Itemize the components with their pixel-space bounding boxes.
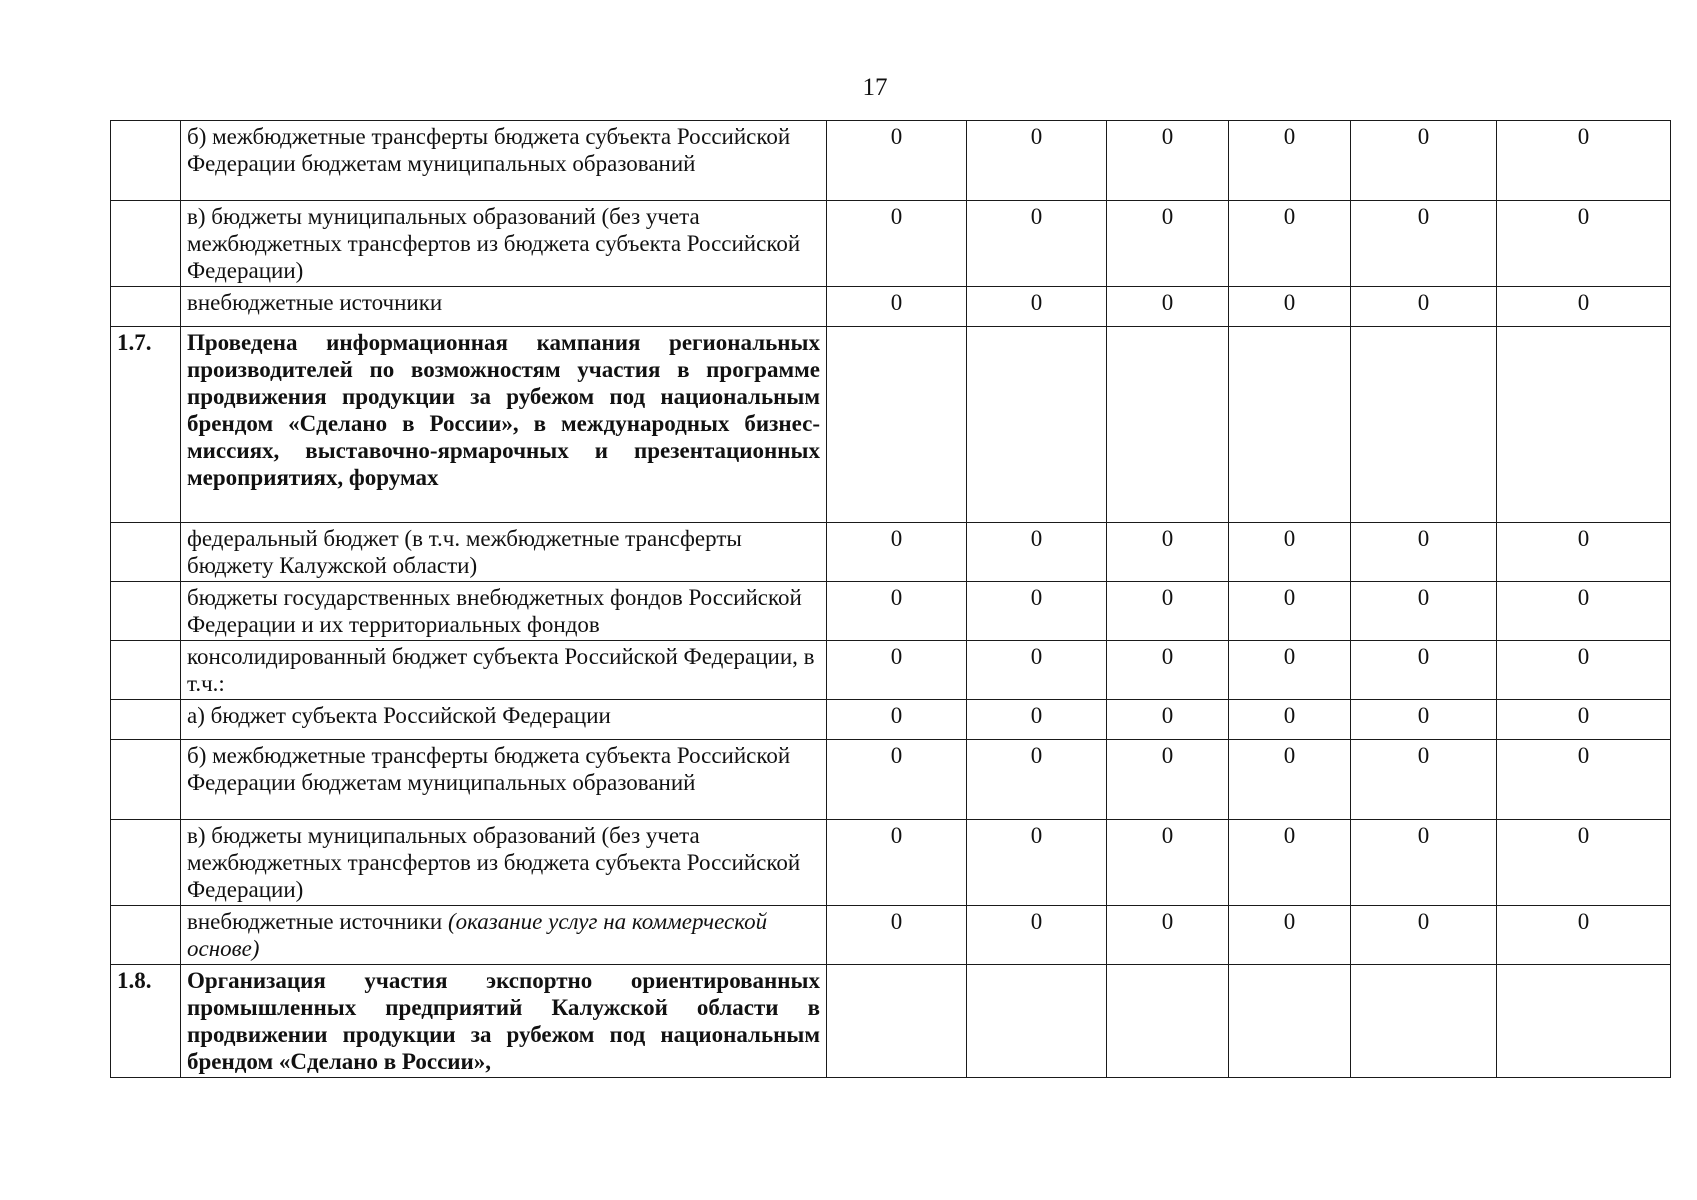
funding-source-row bbox=[111, 582, 1671, 641]
value-cell: 0 bbox=[1107, 906, 1229, 965]
item-number bbox=[111, 906, 181, 965]
value-cell: 0 bbox=[827, 523, 967, 582]
value-cell: 0 bbox=[1351, 287, 1497, 327]
label-text: федеральный бюджет (в т.ч. межбюджетные трансферты бюджету Калужской области) bbox=[187, 526, 742, 578]
value-cell bbox=[967, 965, 1107, 1078]
label-text: внебюджетные источники bbox=[187, 909, 448, 934]
value-cell bbox=[1351, 327, 1497, 523]
label-text: а) бюджет субъекта Российской Федерации bbox=[187, 703, 611, 728]
value-cell: 0 bbox=[1351, 740, 1497, 820]
funding-source-label bbox=[181, 700, 827, 740]
funding-source-label bbox=[181, 906, 827, 965]
value-cell: 0 bbox=[1497, 641, 1671, 700]
item-number: 1.7. bbox=[111, 327, 181, 523]
funding-source-label bbox=[181, 523, 827, 582]
funding-table bbox=[110, 120, 1671, 1078]
value-cell bbox=[1497, 965, 1671, 1078]
value-cell: 0 bbox=[1497, 201, 1671, 287]
item-number bbox=[111, 820, 181, 906]
item-number: 1.8. bbox=[111, 965, 181, 1078]
funding-source-row bbox=[111, 201, 1671, 287]
value-cell: 0 bbox=[827, 740, 967, 820]
value-cell: 0 bbox=[1229, 121, 1351, 201]
value-cell: 0 bbox=[1229, 201, 1351, 287]
funding-source-label bbox=[181, 121, 827, 201]
value-cell bbox=[1351, 965, 1497, 1078]
value-cell: 0 bbox=[827, 582, 967, 641]
value-cell bbox=[1107, 327, 1229, 523]
value-cell: 0 bbox=[827, 201, 967, 287]
value-cell: 0 bbox=[1497, 906, 1671, 965]
funding-source-label bbox=[181, 820, 827, 906]
value-cell: 0 bbox=[1229, 582, 1351, 641]
value-cell bbox=[1229, 327, 1351, 523]
value-cell: 0 bbox=[1229, 523, 1351, 582]
value-cell: 0 bbox=[1351, 700, 1497, 740]
value-cell: 0 bbox=[827, 820, 967, 906]
item-number bbox=[111, 287, 181, 327]
value-cell: 0 bbox=[1107, 820, 1229, 906]
label-text: консолидированный бюджет субъекта Российской Федерации, в т.ч.: bbox=[187, 644, 815, 696]
value-cell: 0 bbox=[1229, 906, 1351, 965]
funding-source-row bbox=[111, 523, 1671, 582]
item-number bbox=[111, 700, 181, 740]
value-cell bbox=[967, 327, 1107, 523]
item-number bbox=[111, 201, 181, 287]
value-cell: 0 bbox=[967, 121, 1107, 201]
value-cell: 0 bbox=[1351, 582, 1497, 641]
funding-source-row bbox=[111, 121, 1671, 201]
value-cell: 0 bbox=[1497, 287, 1671, 327]
label-note: (оказание услуг на коммерческой основе) bbox=[187, 909, 768, 961]
value-cell: 0 bbox=[1229, 287, 1351, 327]
funding-source-row bbox=[111, 906, 1671, 965]
section-heading bbox=[181, 965, 827, 1078]
value-cell: 0 bbox=[967, 582, 1107, 641]
item-number bbox=[111, 582, 181, 641]
label-text: Проведена информационная кампания региональных производителей по возможностям участия в программе продвижения продукции за рубежом под национальным брендом «Сделано в России», в международных бизнес-миссиях, выставочно-ярмарочных и презентационных мероприятиях, форумах bbox=[187, 330, 820, 490]
value-cell: 0 bbox=[827, 641, 967, 700]
value-cell: 0 bbox=[1497, 820, 1671, 906]
funding-source-row bbox=[111, 641, 1671, 700]
value-cell: 0 bbox=[967, 201, 1107, 287]
section-heading bbox=[181, 327, 827, 523]
value-cell: 0 bbox=[1351, 641, 1497, 700]
label-text: Организация участия экспортно ориентированных промышленных предприятий Калужской области в продвижении продукции за рубежом под национальным брендом «Сделано в России», bbox=[187, 968, 820, 1074]
value-cell bbox=[1107, 965, 1229, 1078]
value-cell: 0 bbox=[827, 700, 967, 740]
funding-source-row bbox=[111, 700, 1671, 740]
item-number bbox=[111, 641, 181, 700]
table-body bbox=[111, 121, 1671, 1078]
label-text: б) межбюджетные трансферты бюджета субъекта Российской Федерации бюджетам муниципальных образований bbox=[187, 124, 791, 176]
value-cell: 0 bbox=[1497, 523, 1671, 582]
funding-source-label bbox=[181, 641, 827, 700]
value-cell bbox=[1229, 965, 1351, 1078]
value-cell: 0 bbox=[967, 523, 1107, 582]
value-cell: 0 bbox=[1351, 820, 1497, 906]
value-cell: 0 bbox=[1107, 201, 1229, 287]
value-cell: 0 bbox=[967, 740, 1107, 820]
value-cell: 0 bbox=[967, 820, 1107, 906]
value-cell: 0 bbox=[1497, 121, 1671, 201]
value-cell: 0 bbox=[967, 700, 1107, 740]
value-cell: 0 bbox=[967, 906, 1107, 965]
funding-source-row bbox=[111, 287, 1671, 327]
funding-source-label bbox=[181, 740, 827, 820]
value-cell: 0 bbox=[827, 287, 967, 327]
value-cell: 0 bbox=[1107, 121, 1229, 201]
funding-source-label bbox=[181, 582, 827, 641]
value-cell: 0 bbox=[1107, 287, 1229, 327]
value-cell: 0 bbox=[1229, 641, 1351, 700]
funding-source-label bbox=[181, 201, 827, 287]
value-cell: 0 bbox=[1107, 523, 1229, 582]
value-cell: 0 bbox=[1229, 820, 1351, 906]
funding-source-label bbox=[181, 287, 827, 327]
item-number bbox=[111, 740, 181, 820]
value-cell: 0 bbox=[1107, 582, 1229, 641]
item-number bbox=[111, 121, 181, 201]
value-cell: 0 bbox=[827, 906, 967, 965]
value-cell bbox=[827, 327, 967, 523]
value-cell: 0 bbox=[1229, 700, 1351, 740]
value-cell bbox=[1497, 327, 1671, 523]
funding-source-row bbox=[111, 740, 1671, 820]
value-cell: 0 bbox=[967, 287, 1107, 327]
value-cell: 0 bbox=[1351, 906, 1497, 965]
funding-source-row bbox=[111, 820, 1671, 906]
value-cell: 0 bbox=[1497, 700, 1671, 740]
label-text: бюджеты государственных внебюджетных фондов Российской Федерации и их территориальных фондов bbox=[187, 585, 802, 637]
label-text: в) бюджеты муниципальных образований (без учета межбюджетных трансфертов из бюджета субъекта Российской Федерации) bbox=[187, 823, 801, 902]
value-cell: 0 bbox=[1229, 740, 1351, 820]
value-cell: 0 bbox=[1497, 740, 1671, 820]
page-number: 17 bbox=[862, 74, 888, 101]
value-cell: 0 bbox=[1107, 740, 1229, 820]
value-cell: 0 bbox=[1351, 121, 1497, 201]
value-cell: 0 bbox=[1497, 582, 1671, 641]
value-cell: 0 bbox=[1107, 700, 1229, 740]
label-text: в) бюджеты муниципальных образований (без учета межбюджетных трансфертов из бюджета субъекта Российской Федерации) bbox=[187, 204, 801, 283]
section-heading-row bbox=[111, 327, 1671, 523]
item-number bbox=[111, 523, 181, 582]
value-cell: 0 bbox=[967, 641, 1107, 700]
value-cell bbox=[827, 965, 967, 1078]
value-cell: 0 bbox=[1351, 201, 1497, 287]
label-text: б) межбюджетные трансферты бюджета субъекта Российской Федерации бюджетам муниципальных образований bbox=[187, 743, 791, 795]
section-heading-row bbox=[111, 965, 1671, 1078]
label-text: внебюджетные источники bbox=[187, 290, 443, 315]
value-cell: 0 bbox=[827, 121, 967, 201]
value-cell: 0 bbox=[1107, 641, 1229, 700]
value-cell: 0 bbox=[1351, 523, 1497, 582]
